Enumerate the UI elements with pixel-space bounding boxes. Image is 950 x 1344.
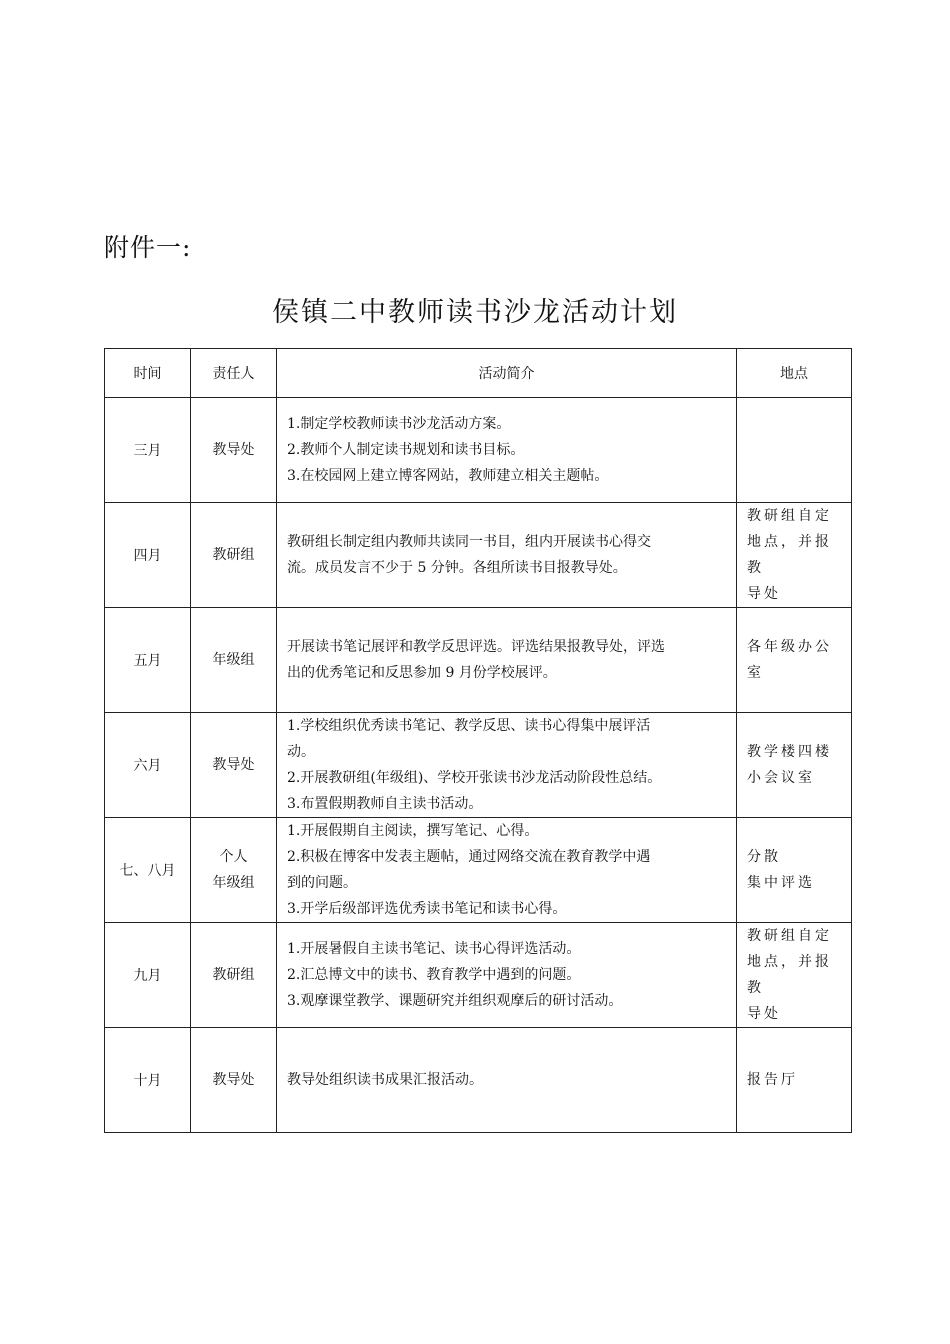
description-line: 3.开学后级部评选优秀读书笔记和读书心得。 [287, 901, 567, 917]
cell-location [737, 713, 852, 818]
cell-location [737, 923, 852, 1028]
cell-description [277, 398, 737, 503]
table-row [105, 398, 852, 503]
description-line: 2.教师个人制定读书规划和读书目标。 [287, 442, 525, 458]
header-owner: 责任人 [191, 349, 277, 398]
location-line: 导处 [747, 586, 781, 602]
cell-location [737, 818, 852, 923]
description-line: 1.开展暑假自主读书笔记、读书心得评选活动。 [287, 941, 581, 957]
description-line: 教研组长制定组内教师共读同一书目，组内开展读书心得交 [287, 534, 651, 550]
description-line: 出的优秀笔记和反思参加 9 月份学校展评。 [287, 665, 557, 681]
table-row [105, 713, 852, 818]
description-line: 流。成员发言不少于 5 分钟。各组所读书目报教导处。 [287, 560, 627, 576]
description-line: 动。 [287, 744, 315, 760]
cell-owner [191, 608, 277, 713]
location-line: 分散 [747, 849, 781, 865]
cell-owner [191, 713, 277, 818]
cell-month: 四月 [105, 503, 191, 608]
owner-line: 教导处 [212, 757, 255, 773]
header-location: 地点 [737, 349, 852, 398]
table-header-row [105, 349, 852, 398]
owner-line: 教研组 [212, 547, 255, 563]
header-time: 时间 [105, 349, 191, 398]
cell-owner [191, 818, 277, 923]
location-line: 教学楼四楼 [747, 744, 832, 760]
table-row [105, 818, 852, 923]
description-line: 教导处组织读书成果汇报活动。 [287, 1072, 483, 1088]
owner-line: 个人 [219, 849, 248, 865]
location-line: 各年级办公 [747, 639, 832, 655]
description-line: 1.学校组织优秀读书笔记、教学反思、读书心得集中展评活 [287, 718, 651, 734]
cell-owner [191, 1028, 277, 1133]
owner-line: 教导处 [212, 1072, 255, 1088]
activity-plan-table [104, 348, 852, 1133]
owner-line: 教研组 [212, 967, 255, 983]
location-line: 导处 [747, 1006, 781, 1022]
attachment-label: 附件一: [104, 233, 192, 262]
location-line: 教研组自定 [747, 508, 832, 524]
document-title: 侯镇二中教师读书沙龙活动计划 [272, 297, 678, 328]
cell-month: 六月 [105, 713, 191, 818]
owner-line: 教导处 [212, 442, 255, 458]
description-line: 3.在校园网上建立博客网站，教师建立相关主题帖。 [287, 468, 609, 484]
location-line: 地点，并报教 [747, 954, 832, 996]
table-row [105, 923, 852, 1028]
location-line: 小会议室 [747, 770, 815, 786]
table-row [105, 608, 852, 713]
owner-line: 年级组 [212, 652, 255, 668]
description-line: 2.汇总博文中的读书、教育教学中遇到的问题。 [287, 967, 581, 983]
owner-line: 年级组 [212, 875, 255, 891]
table-row [105, 1028, 852, 1133]
cell-location [737, 398, 852, 503]
description-line: 2.开展教研组(年级组)、学校开张读书沙龙活动阶段性总结。 [287, 770, 662, 786]
cell-month: 九月 [105, 923, 191, 1028]
header-description: 活动简介 [277, 349, 737, 398]
cell-owner [191, 923, 277, 1028]
cell-owner [191, 398, 277, 503]
cell-month: 三月 [105, 398, 191, 503]
cell-description [277, 1028, 737, 1133]
cell-description [277, 818, 737, 923]
cell-month: 五月 [105, 608, 191, 713]
cell-description [277, 608, 737, 713]
location-line: 集中评选 [747, 875, 815, 891]
description-line: 2.积极在博客中发表主题帖，通过网络交流在教育教学中遇 [287, 849, 651, 865]
location-line: 报告厅 [747, 1072, 798, 1088]
location-line: 教研组自定 [747, 928, 832, 944]
description-line: 开展读书笔记展评和教学反思评选。评选结果报教导处，评选 [287, 639, 665, 655]
location-line: 室 [747, 665, 764, 681]
cell-description [277, 923, 737, 1028]
description-line: 1.开展假期自主阅读，撰写笔记、心得。 [287, 823, 539, 839]
cell-month: 七、八月 [105, 818, 191, 923]
cell-location [737, 503, 852, 608]
cell-location [737, 1028, 852, 1133]
table-row [105, 503, 852, 608]
cell-month: 十月 [105, 1028, 191, 1133]
cell-owner [191, 503, 277, 608]
description-line: 到的问题。 [287, 875, 357, 891]
cell-location [737, 608, 852, 713]
description-line: 1.制定学校教师读书沙龙活动方案。 [287, 416, 511, 432]
cell-description [277, 713, 737, 818]
cell-description [277, 503, 737, 608]
table-body [105, 398, 852, 1133]
description-line: 3.布置假期教师自主读书活动。 [287, 796, 483, 812]
description-line: 3.观摩课堂教学、课题研究并组织观摩后的研讨活动。 [287, 993, 623, 1009]
location-line: 地点，并报教 [747, 534, 832, 576]
